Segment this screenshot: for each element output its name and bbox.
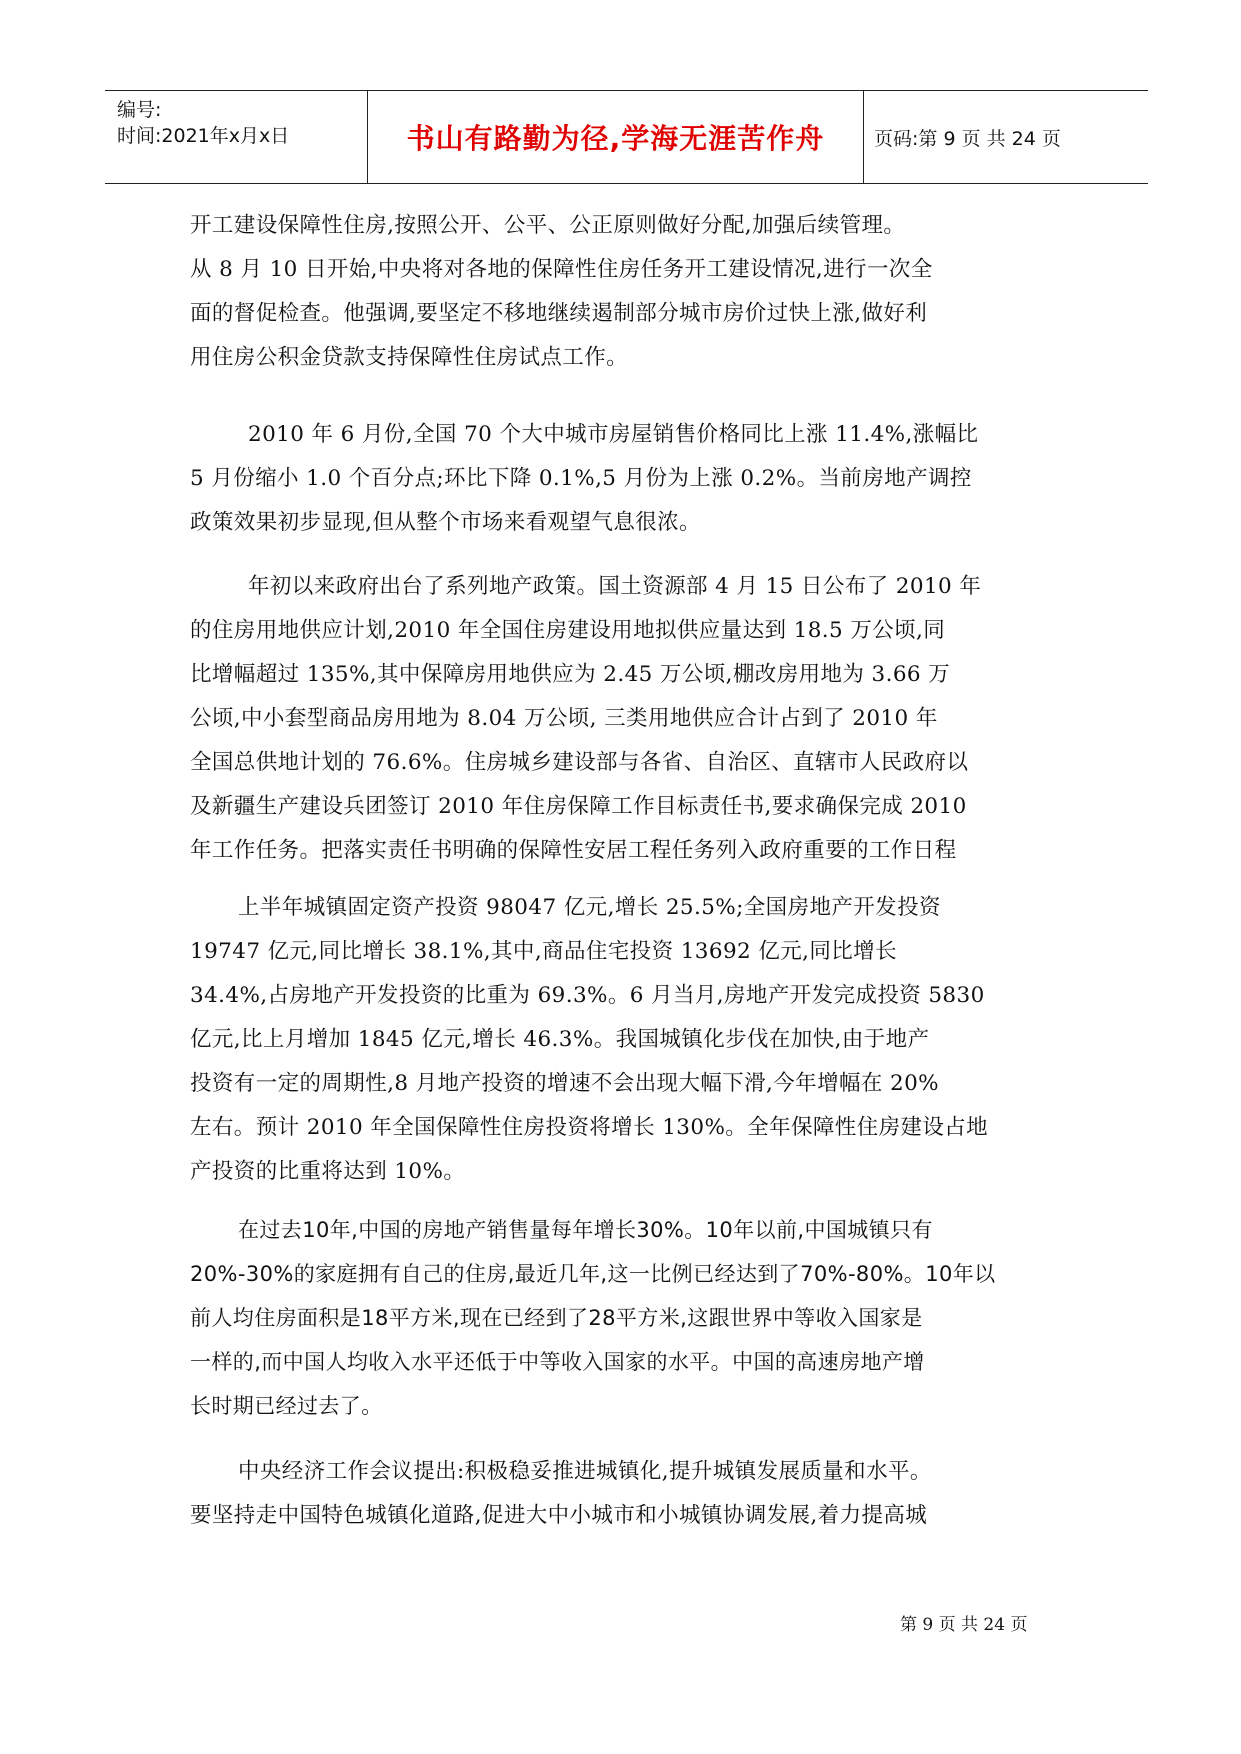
- body-line: 从 8 月 10 日开始,中央将对各地的保障性住房任务开工建设情况,进行一次全: [190, 257, 933, 282]
- body-line: 一样的,而中国人均收入水平还低于中等收入国家的水平。中国的高速房地产增: [190, 1350, 925, 1374]
- body-line: 年初以来政府出台了系列地产政策。国土资源部 4 月 15 日公布了 2010 年: [248, 574, 982, 599]
- body-line: 5 月份缩小 1.0 个百分点;环比下降 0.1%,5 月份为上涨 0.2%。当前房地产调控: [190, 466, 972, 491]
- header-motto: 书山有路勤为径,学海无涯苦作舟: [406, 122, 825, 155]
- document-time-label: 时间:2021年x月x日: [117, 125, 290, 147]
- body-line: 政策效果初步显现,但从整个市场来看观望气息很浓。: [190, 510, 701, 535]
- body-line: 在过去10年,中国的房地产销售量每年增长30%。10年以前,中国城镇只有: [238, 1218, 933, 1242]
- body-line: 2010 年 6 月份,全国 70 个大中城市房屋销售价格同比上涨 11.4%,涨幅比: [248, 422, 979, 447]
- body-line: 及新疆生产建设兵团签订 2010 年住房保障工作目标责任书,要求确保完成 2010: [190, 794, 967, 819]
- document-number-label: 编号:: [117, 99, 162, 121]
- body-line: 年工作任务。把落实责任书明确的保障性安居工程任务列入政府重要的工作日程: [190, 838, 957, 863]
- body-line: 19747 亿元,同比增长 38.1%,其中,商品住宅投资 13692 亿元,同比增长: [190, 939, 897, 964]
- header-meta-cell: [105, 91, 368, 183]
- header-page-info: 页码:第 9 页 共 24 页: [874, 127, 1061, 150]
- body-line: 中央经济工作会议提出:积极稳妥推进城镇化,提升城镇发展质量和水平。: [238, 1459, 932, 1484]
- body-line: 产投资的比重将达到 10%。: [190, 1159, 466, 1184]
- body-line: 左右。预计 2010 年全国保障性住房投资将增长 130%。全年保障性住房建设占地: [190, 1115, 989, 1140]
- body-line: 用住房公积金贷款支持保障性住房试点工作。: [190, 345, 629, 370]
- body-line: 的住房用地供应计划,2010 年全国住房建设用地拟供应量达到 18.5 万公顷,同: [190, 618, 946, 643]
- body-line: 全国总供地计划的 76.6%。住房城乡建设部与各省、自治区、直辖市人民政府以: [190, 750, 969, 775]
- body-line: 上半年城镇固定资产投资 98047 亿元,增长 25.5%;全国房地产开发投资: [238, 895, 941, 920]
- body-line: 面的督促检查。他强调,要坚定不移地继续遏制部分城市房价过快上涨,做好利: [190, 301, 928, 326]
- header-motto-cell: [368, 91, 864, 183]
- body-line: 亿元,比上月增加 1845 亿元,增长 46.3%。我国城镇化步伐在加快,由于地产: [190, 1027, 930, 1052]
- body-line: 34.4%,占房地产开发投资的比重为 69.3%。6 月当月,房地产开发完成投资 5830: [190, 983, 985, 1008]
- body-line: 长时期已经过去了。: [190, 1394, 383, 1418]
- header-page-cell: [864, 91, 1158, 183]
- document-header: [105, 90, 1148, 184]
- body-line: 开工建设保障性住房,按照公开、公平、公正原则做好分配,加强后续管理。: [190, 213, 906, 238]
- body-line: 20%-30%的家庭拥有自己的住房,最近几年,这一比例已经达到了70%-80%。10年以: [190, 1262, 996, 1286]
- body-line: 公顷,中小套型商品房用地为 8.04 万公顷, 三类用地供应合计占到了 2010 年: [190, 706, 938, 731]
- page-footer: 第 9 页 共 24 页: [900, 1615, 1028, 1635]
- body-line: 要坚持走中国特色城镇化道路,促进大中小城市和小城镇协调发展,着力提高城: [190, 1503, 928, 1528]
- body-line: 前人均住房面积是18平方米,现在已经到了28平方米,这跟世界中等收入国家是: [190, 1306, 923, 1330]
- body-line: 投资有一定的周期性,8 月地产投资的增速不会出现大幅下滑,今年增幅在 20%: [190, 1071, 940, 1096]
- body-line: 比增幅超过 135%,其中保障房用地供应为 2.45 万公顷,棚改房用地为 3.66 万: [190, 662, 951, 687]
